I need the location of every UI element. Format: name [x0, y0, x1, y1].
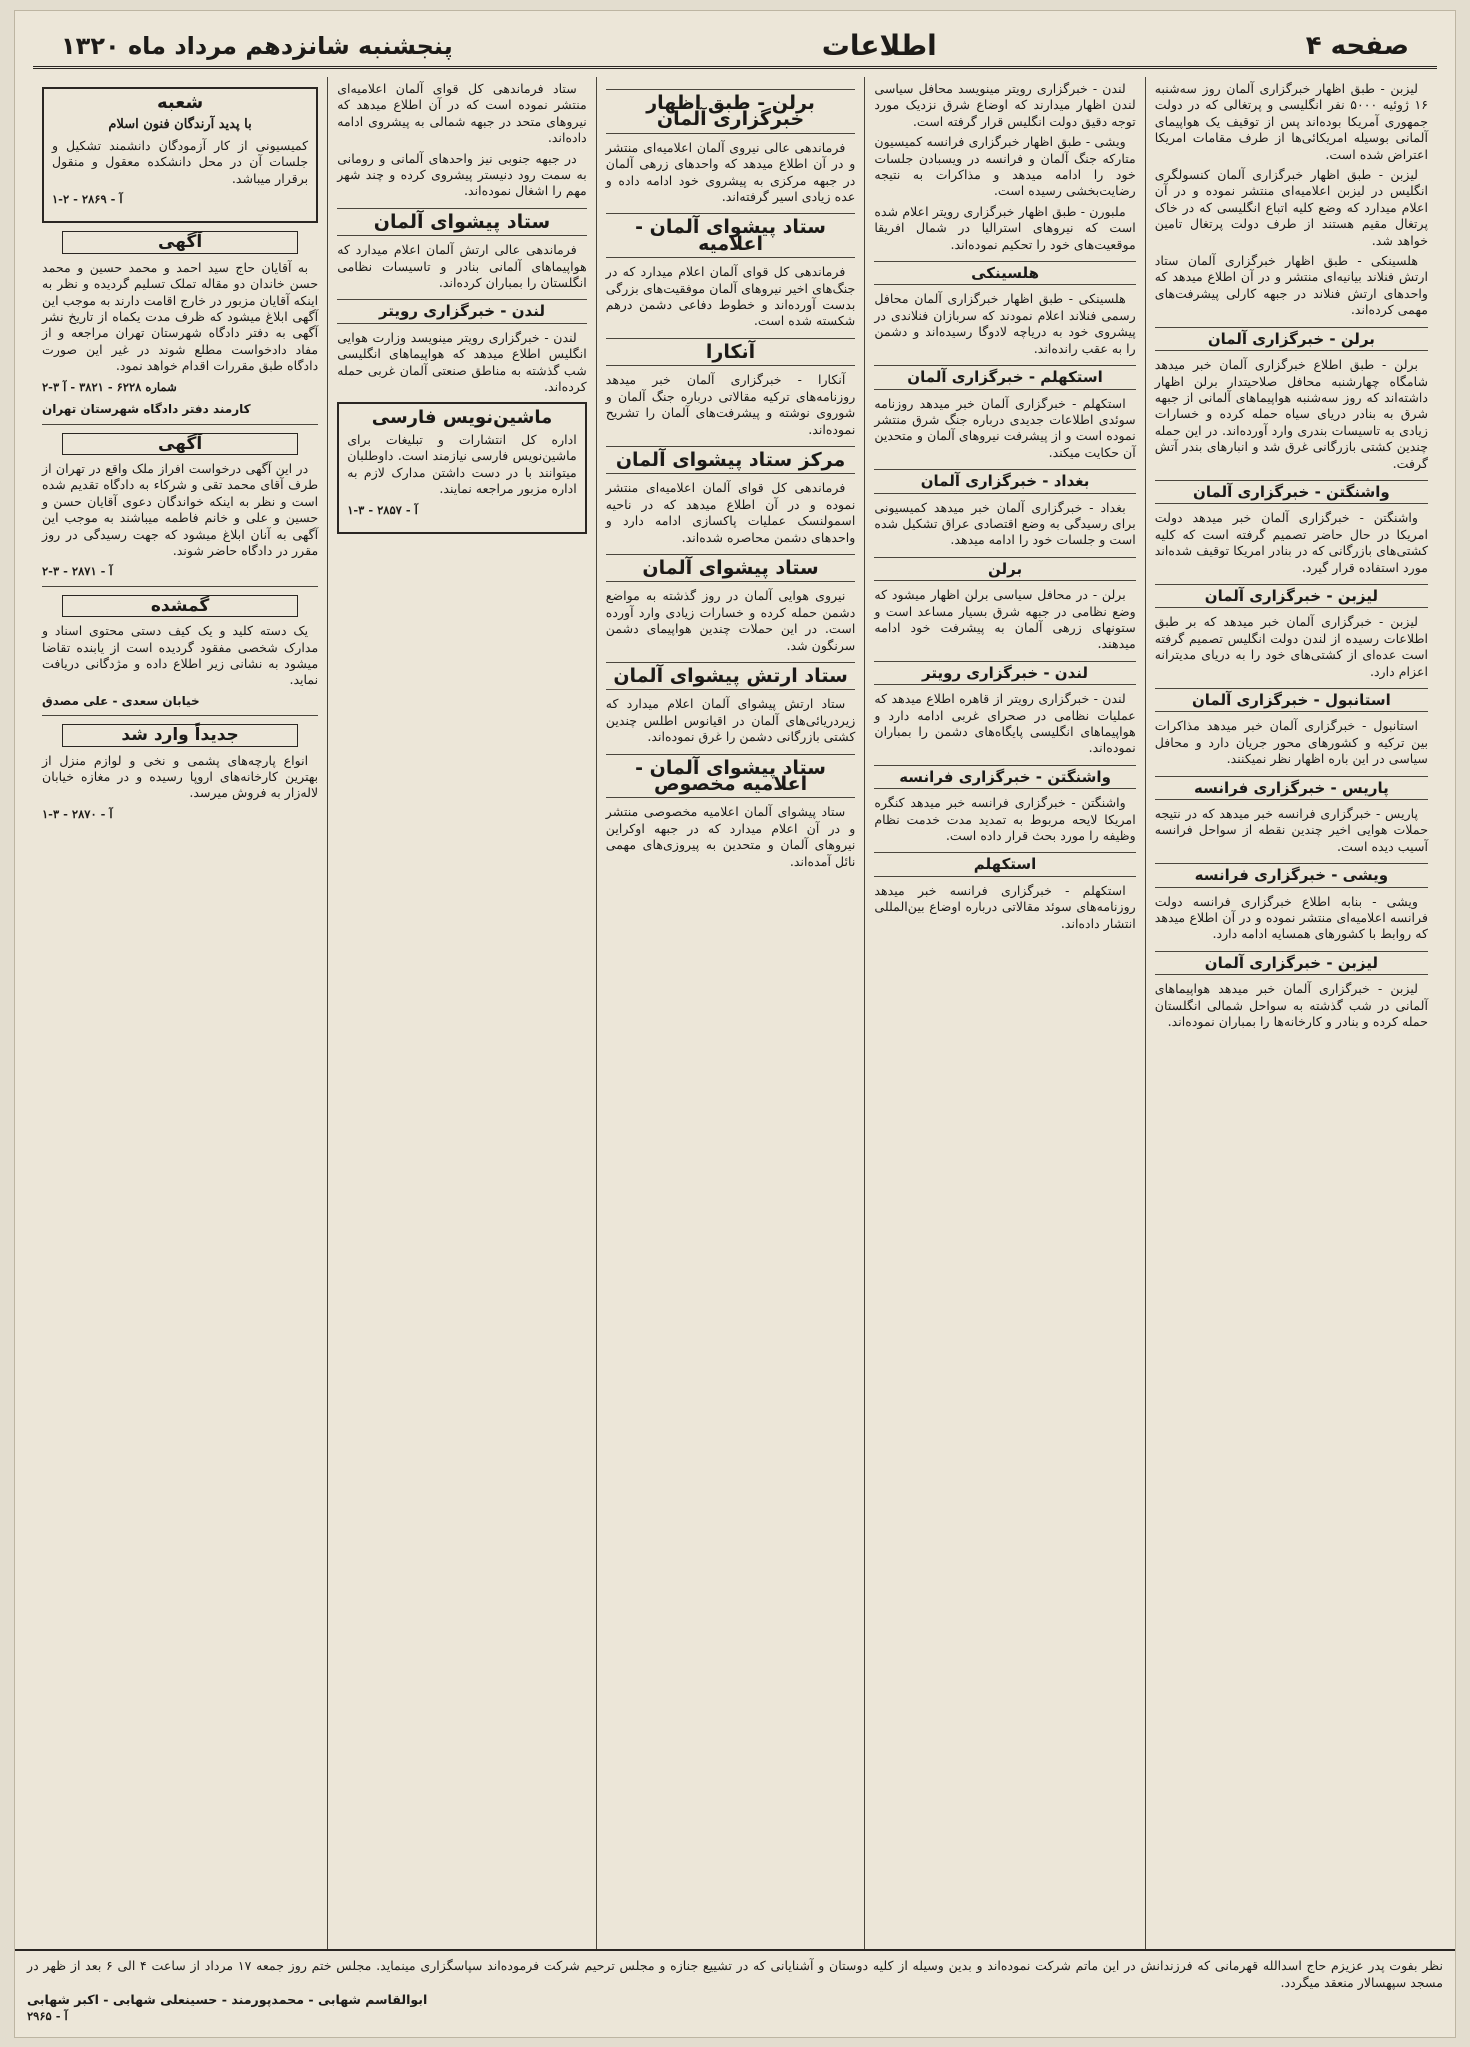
ad-title: ماشین‌نویس فارسی — [371, 406, 553, 428]
notice-reference: آ - ۲۹۶۵ — [27, 2009, 68, 2023]
newspaper-page — [14, 10, 1456, 2038]
news-heading: آنکارا — [606, 338, 856, 366]
ad-title: آگهی — [62, 231, 298, 253]
article-paragraph: فرماندهی کل قوای آلمان اعلامیه‌ای منتشر نموده و در آن اطلاع میدهد که در ناحیه اسمولنسک عملیات پاکسازی ادامه دارد و واحدهای دشمن محاصره شده‌اند. — [605, 480, 856, 545]
article-paragraph: استانبول - خبرگزاری آلمان خبر میدهد مذاکرات بین ترکیه و کشورهای محور جریان دارد و محافل سیاسی در این باره اظهار نظر نمیکنند. — [1154, 718, 1428, 767]
news-heading: ستاد پیشوای آلمان — [337, 208, 587, 236]
box-text: کمیسیونی از کار آزمودگان دانشمند تشکیل و جلسات آن در محل دانشکده معقول و منقول برقرار میباشد. — [51, 137, 309, 186]
column-4 — [327, 77, 596, 2023]
article-paragraph: ستاد فرماندهی کل قوای آلمان اعلامیه‌ای منتشر نموده است که در آن اطلاع میدهد که نیروهای متحد در جبهه شمالی به پیشروی ادامه داده‌اند. — [337, 81, 587, 146]
article-paragraph: لندن - خبرگزاری رویتر مینویسد محافل سیاسی لندن اظهار میدارند که اوضاع شرق نزدیک مورد توجه دقیق دولت انگلیس قرار گرفته است. — [874, 81, 1136, 129]
column-3 — [596, 77, 865, 2023]
ad-reference: شماره ۶۲۲۸ - ۳۸۲۱ - آ ۳-۲ — [41, 379, 177, 394]
news-heading: ویشی - خبرگزاری فرانسه — [1155, 863, 1428, 887]
ad-title: جدیداً وارد شد — [62, 724, 298, 746]
news-heading: بغداد - خبرگزاری آلمان — [874, 469, 1135, 493]
news-heading: لیزبن - خبرگزاری آلمان — [1155, 951, 1428, 975]
news-heading: برلن — [874, 557, 1135, 581]
article-paragraph: ستاد پیشوای آلمان اعلامیه مخصوصی منتشر و در آن اعلام میدارد که در جبهه اوکراین نیروهای آلمان و متحدین به پیروزی‌های مهمی نائل آمده‌اند. — [605, 804, 856, 869]
ad-title: گمشده — [62, 595, 298, 617]
news-heading: لندن - خبرگزاری رویتر — [337, 299, 587, 323]
news-heading: پاریس - خبرگزاری فرانسه — [1155, 776, 1428, 800]
news-heading: لیزبن - خبرگزاری آلمان — [1155, 584, 1428, 608]
article-paragraph: هلسینکی - طبق اظهار خبرگزاری آلمان ستاد ارتش فنلاند بیانیه‌ای منتشر و در آن اطلاع میدهد که واحدهای ارتش فنلاند در جبهه کارلی پیشرفت‌های مهمی کرده‌اند. — [1154, 253, 1428, 318]
article-paragraph: پاریس - خبرگزاری فرانسه خبر میدهد که در نتیجه حملات هوایی اخیر چندین نقطه از سواحل فرانسه آسیب دیده است. — [1154, 806, 1428, 854]
news-heading: استکهلم — [874, 852, 1135, 876]
article-paragraph: فرماندهی عالی نیروی آلمان اعلامیه‌ای منتشر و در آن اطلاع میدهد که واحدهای زرهی آلمان در جبهه مرکزی به پیشروی خود ادامه داده و عده زیادی اسیر گرفته‌اند. — [605, 139, 856, 205]
box-reference: آ - ۲۸۶۹ - ۲-۱ — [51, 192, 123, 207]
column-1 — [1145, 77, 1437, 2023]
article-paragraph: واشنگتن - خبرگزاری فرانسه خبر میدهد کنگره امریکا لایحه مربوط به تمدید مدت خدمت نظام وظیفه را مورد بحث قرار داده است. — [874, 795, 1136, 844]
notice-signers: ابوالقاسم شهابی - محمدپورمند - حسینعلی شهابی - اکبر شهابی — [27, 1992, 428, 2007]
news-heading: واشنگتن - خبرگزاری آلمان — [1155, 480, 1428, 504]
article-paragraph: ملبورن - طبق اظهار خبرگزاری رویتر اعلام شده است که نیروهای استرالیا در شمال افریقا موقعیت‌های خود را تحکیم نموده‌اند. — [874, 203, 1136, 252]
column-5 — [33, 77, 327, 2023]
article-paragraph: در جبهه جنوبی نیز واحدهای آلمانی و رومانی به سمت رود دنیستر پیشروی کرده و چند شهر مهم را اشغال نموده‌اند. — [337, 150, 587, 199]
article-paragraph: آنکارا - خبرگزاری آلمان خبر میدهد روزنامه‌های ترکیه مقالاتی درباره جنگ آلمان و شوروی نوشته و پیشرفت‌های آلمان را تشریح نموده‌اند. — [605, 372, 856, 437]
news-heading: لندن - خبرگزاری رویتر — [874, 661, 1135, 685]
article-paragraph: ویشی - بنابه اطلاع خبرگزاری فرانسه دولت فرانسه اعلامیه‌ای منتشر نموده و در آن اطلاع میدهد که روابط با کشورهای همسایه ادامه دارد. — [1154, 893, 1428, 942]
news-heading: هلسینکی — [874, 261, 1135, 285]
article-paragraph: واشنگتن - خبرگزاری آلمان خبر میدهد دولت امریکا در حال حاضر تصمیم گرفته است که کلیه کشتی‌های بازرگانی که در بنادر امریکا توقیف شده‌اند مورد استفاده قرار گیرد. — [1154, 510, 1428, 575]
ad-reference: آ - ۲۸۷۰ - ۳-۱ — [41, 806, 113, 821]
news-heading: واشنگتن - خبرگزاری فرانسه — [874, 765, 1135, 789]
ad-text: یک دسته کلید و یک کیف دستی محتوی اسناد و مدارک شخصی مفقود گردیده است از یابنده تقاضا میشود به نشانی زیر اطلاع داده و مژدگانی دریافت نماید. — [41, 623, 319, 688]
divider — [42, 424, 318, 425]
divider — [42, 586, 318, 587]
news-heading: ستاد ارتش پیشوای آلمان — [606, 662, 856, 690]
article-paragraph: لیزبن - خبرگزاری آلمان خبر میدهد هواپیماهای آلمانی در شب گذشته به سواحل شمالی انگلستان حمله کرده و بنادر و کارخانه‌ها را بمباران نموده‌اند. — [1154, 981, 1428, 1030]
news-heading: استکهلم - خبرگزاری آلمان — [874, 365, 1135, 389]
news-heading: استانبول - خبرگزاری آلمان — [1155, 688, 1428, 712]
classified-ad-box — [337, 402, 587, 534]
column-2 — [864, 77, 1144, 2023]
article-paragraph: فرماندهی عالی ارتش آلمان اعلام میدارد که هواپیماهای آلمانی بنادر و تاسیسات نظامی انگلستان را بمباران کرده‌اند. — [337, 242, 587, 291]
news-heading: ستاد پیشوای آلمان - اعلامیه مخصوص — [606, 754, 856, 799]
news-heading: ستاد پیشوای آلمان - اعلامیه — [606, 213, 856, 258]
ad-text: در این آگهی درخواست افراز ملک واقع در تهران از طرف آقای محمد تقی و شرکاء به دادگاه تقدیم شده است و نظر به اینکه خواندگان دعوی آقایان حسن و حسین و علی و خانم فاطمه میباشند به موجب این آگهی به آنان ابلاغ میشود که جهت رسیدگی در روز مقرر در دادگاه حاضر شوند. — [41, 460, 319, 558]
columns-container — [33, 77, 1437, 2023]
masthead — [33, 25, 1437, 69]
article-paragraph: لندن - خبرگزاری رویتر مینویسد وزارت هوایی انگلیس اطلاع میدهد که هواپیماهای انگلیسی شب گذشته به مناطق صنعتی آلمان غربی حمله کرده‌اند. — [337, 329, 587, 395]
article-paragraph: برلن - طبق اطلاع خبرگزاری آلمان خبر میدهد شامگاه چهارشنبه محافل صلاحیتدار برلن اظهار داشته‌اند که روز سه‌شنبه هواپیماهای آلمانی از جبهه شرق به بنادر دریای سیاه حمله کرده و خسارات زیادی به تاسیسات بندری وارد آورده‌اند. در این حمله چندین کشتی بازرگانی غرق شد و انبارهای بندر آتش گرفت. — [1154, 357, 1428, 471]
article-paragraph: بغداد - خبرگزاری آلمان خبر میدهد کمیسیونی برای رسیدگی به وضع اقتصادی عراق تشکیل شده است و جلسات خود را ادامه میدهد. — [874, 499, 1136, 548]
news-heading: مرکز ستاد پیشوای آلمان — [606, 446, 856, 474]
article-paragraph: ستاد ارتش پیشوای آلمان اعلام میدارد که زیردریائی‌های آلمان در اقیانوس اطلس چندین کشتی بازرگانی دشمن را غرق نموده‌اند. — [605, 696, 856, 745]
obituary-notice — [15, 1949, 1455, 2037]
ad-text: اداره کل انتشارات و تبلیغات برای ماشین‌نویس فارسی نیازمند است. داوطلبان میتوانند با در دست داشتن مدارک لازم به اداره مزبور مراجعه نمایند. — [347, 431, 577, 497]
ad-text: به آقایان حاج سید احمد و محمد حسین و محمد حسن خاندان دو مقاله تملک تسلیم گردیده و نظر به اینکه آقایان مزبور در خارج اقامت دارند به موجب این آگهی ابلاغ میشود که ظرف مدت یکماه از تاریخ نشر آگهی به دفتر دادگاه شهرستان تهران مراجعه و از مفاد دادخواست مطلع شوند در غیر این صورت دادگاه طبق مقررات اقدام خواهد نمود. — [41, 259, 319, 374]
news-heading: برلن - خبرگزاری آلمان — [1155, 327, 1428, 351]
ad-signature: کارمند دفتر دادگاه شهرستان تهران — [41, 402, 251, 417]
ad-title: آگهی — [62, 433, 298, 455]
notice-text: نظر بفوت پدر عزیزم حاج اسدالله قهرمانی که فرزندانش در این ماتم شرکت نموده‌اند و بدین وسیله از کلیه دوستان و آشنایانی که در تشییع جنازه و مجلس ترحیم شرکت فرموده‌اند سپاسگزاری مینماید. مجلس ختم روز جمعه ۱۷ مرداد از ساعت ۴ الی ۶ بعد از ظهر در مسجد سپهسالار منعقد میگردد. — [27, 1958, 1443, 1990]
article-paragraph: فرماندهی کل قوای آلمان اعلام میدارد که در جنگ‌های اخیر نیروهای آلمان موفقیت‌های بزرگی بدست آورده‌اند و خطوط دفاعی دشمن درهم شکسته شده است. — [605, 264, 856, 329]
news-heading: ستاد پیشوای آلمان — [606, 554, 856, 582]
divider — [42, 715, 318, 716]
article-paragraph: برلن - در محافل سیاسی برلن اظهار میشود که وضع نظامی در جبهه شرق بسیار مساعد است و ستونهای زرهی آلمان به پیشرفت خود ادامه میدهند. — [874, 587, 1136, 652]
article-paragraph: لیزبن - خبرگزاری آلمان خبر میدهد که بر طبق اطلاعات رسیده از لندن دولت انگلیس تصمیم گرفته است عده‌ای از کشتی‌های خود را به دریای مدیترانه اعزام دارد. — [1154, 614, 1428, 679]
article-paragraph: هلسینکی - طبق اظهار خبرگزاری آلمان محافل رسمی فنلاند اعلام نمودند که سربازان فنلاندی در پیشروی خود به دریاچه لادوگا رسیده‌اند و دشمن را به عقب رانده‌اند. — [874, 291, 1136, 356]
article-paragraph: لیزبن - طبق اظهار خبرگزاری آلمان کنسولگری انگلیس در لیزبن اعلامیه‌ای منتشر نموده و در آن اعلام میدارد که وضع کلیه اتباع انگلیسی که در خاک پرتغال مقیم هستند از طرف دولت پرتغال تامین خواهد شد. — [1154, 167, 1428, 248]
article-paragraph: استکهلم - خبرگزاری آلمان خبر میدهد روزنامه سوئدی اطلاعات جدیدی درباره جنگ شرق منتشر نموده است و از پیشرفت نیروهای آلمان و متحدین آن حکایت میکند. — [874, 395, 1136, 460]
announcement-box — [42, 87, 318, 223]
ad-reference: آ - ۲۸۷۱ - ۳-۲ — [41, 564, 113, 579]
article-paragraph: استکهلم - خبرگزاری فرانسه خبر میدهد روزنامه‌های سوئد مقالاتی درباره اوضاع بین‌المللی انتشار داده‌اند. — [874, 882, 1136, 931]
ad-reference: آ - ۲۸۵۷ - ۳-۱ — [347, 502, 418, 517]
issue-date: پنجشنبه شانزدهم مرداد ماه ۱۳۲۰ — [61, 31, 453, 60]
article-paragraph: ویشی - طبق اظهار خبرگزاری فرانسه کمیسیون متارکه جنگ آلمان و فرانسه در ویسبادن جلسات خود را ادامه میدهد و مذاکرات به نتیجه رضایت‌بخشی رسیده است. — [874, 134, 1136, 199]
ad-signature: خیابان سعدی - علی مصدق — [41, 693, 200, 708]
box-title: شعبه — [157, 92, 204, 113]
newspaper-name: اطلاعات — [821, 29, 937, 62]
news-heading: برلن - طبق اظهار خبرگزاری آلمان — [606, 89, 856, 134]
box-subtitle: با پدید آرندگان فنون اسلام — [108, 117, 252, 133]
article-paragraph: لندن - خبرگزاری رویتر از قاهره اطلاع میدهد که عملیات نظامی در صحرای غربی ادامه دارد و هواپیماهای انگلیسی پایگاه‌های دشمن را بمباران نموده‌اند. — [874, 691, 1136, 756]
article-paragraph: لیزبن - طبق اظهار خبرگزاری آلمان روز سه‌شنبه ۱۶ ژوئیه ۵۰۰۰ نفر انگلیسی و پرتغالی که در دولت جمهوری آمریکا بوده‌اند پس از توقیف یک هواپیمای آلمانی بوسیله امریکائی‌ها از طرف مقامات امریکا اعتراض شده است. — [1154, 81, 1428, 162]
page-number: صفحه ۴ — [1305, 30, 1409, 61]
ad-text: انواع پارچه‌های پشمی و نخی و لوازم منزل از بهترین کارخانه‌های اروپا رسیده و در مغازه خیابان لاله‌زار به فروش میرسد. — [41, 752, 319, 801]
article-paragraph: نیروی هوایی آلمان در روز گذشته به مواضع دشمن حمله کرده و خسارات زیادی وارد آورده است. در این حملات چندین هواپیمای دشمن سرنگون شد. — [605, 588, 856, 653]
